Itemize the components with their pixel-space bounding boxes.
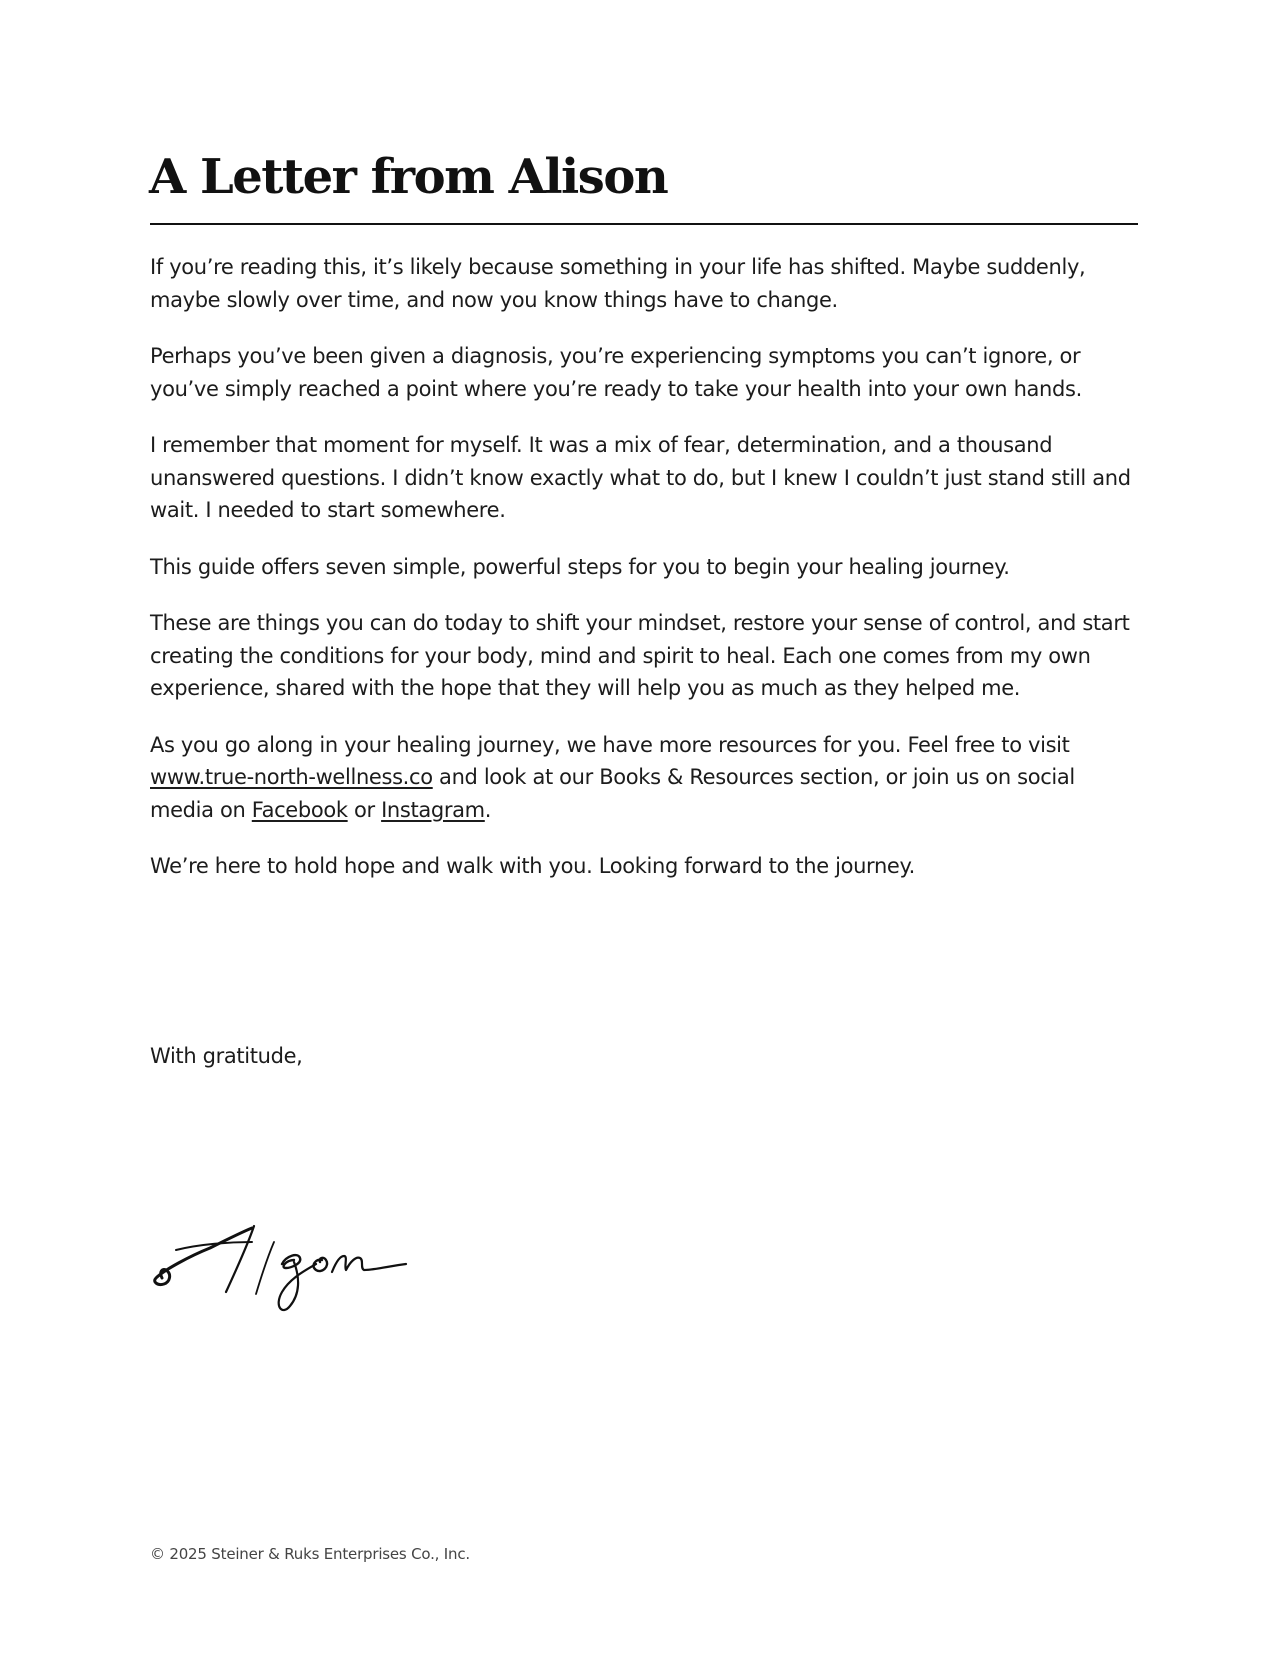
instagram-link[interactable]: Instagram [381, 797, 485, 822]
facebook-link[interactable]: Facebook [251, 797, 348, 822]
website-link[interactable]: www.true-north-wellness.co [150, 765, 433, 790]
or-text: or [347, 797, 382, 822]
handwritten-signature [150, 1198, 450, 1338]
letter-page [150, 150, 1138, 907]
letter-body [150, 251, 1138, 883]
paragraph-4: This guide offers seven simple, powerful steps for you to begin your healing journey. [150, 554, 1010, 579]
paragraph-5: These are things you can do today to shift your mindset, restore your sense of control, and start creating the conditions for your body, mind and spirit to heal. Each one comes from my own experience, shared with the hope that they will help you as much as they helped me. [150, 611, 1130, 701]
resources-text-2: and look at our Books & Resources section, or join us on social media on [150, 765, 1075, 822]
copyright-footer: © 2025 Steiner & Ruks Enterprises Co., Inc. [150, 1545, 470, 1563]
period-text: . [484, 797, 492, 822]
title-divider [150, 223, 1138, 225]
paragraph-1: If you’re reading this, it’s likely because something in your life has shifted. Maybe suddenly, maybe slowly over time, and now you know things have to change. [150, 255, 1086, 312]
paragraph-3: I remember that moment for myself. It was a mix of fear, determination, and a thousand unanswered questions. I didn’t know exactly what to do, but I knew I couldn’t just stand still and wait. I needed to start somewhere. [150, 433, 1131, 523]
paragraph-6 [150, 729, 1138, 827]
paragraph-7: We’re here to hold hope and walk with you. Looking forward to the journey. [150, 854, 915, 879]
page-title: A Letter from Alison [149, 149, 668, 205]
resources-text: As you go along in your healing journey, we have more resources for you. Feel free to visit [150, 732, 1070, 757]
closing-salutation: With gratitude, [150, 1044, 303, 1068]
paragraph-2: Perhaps you’ve been given a diagnosis, you’re experiencing symptoms you can’t ignore, or you’ve simply reached a point where you’re ready to take your health into your own hands. [150, 344, 1082, 401]
